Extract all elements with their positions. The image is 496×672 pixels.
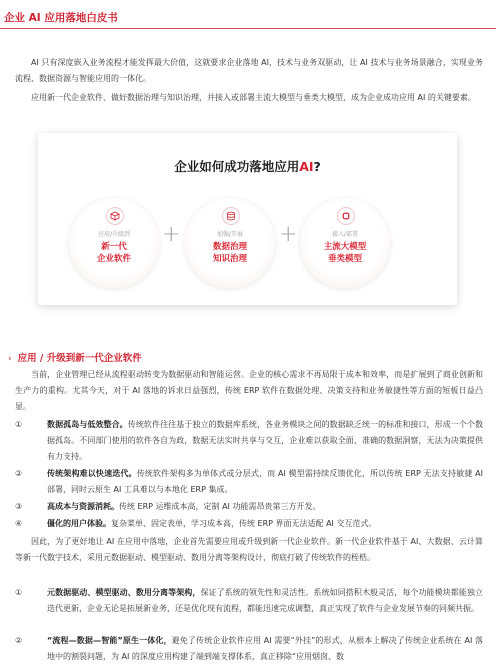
factor-circle-models xyxy=(300,198,390,288)
list-item: ② 传统架构难以快速迭代。传统软件架构多为单体式或分层式，而 AI 模型需持续反馈优化，所以传统 ERP 无法支持敏捷 AI 部署，同时云原生 AI 工具难以与本地化 ERP 集成。 xyxy=(15,469,484,494)
intro-paragraph-2: 应用新一代企业软件、做好数据治理与知识治理，并接入或部署主流大模型与垂类大模型，成为企业成功应用 AI 的关键要素。 xyxy=(31,93,476,102)
list-item: ① 数据孤岛与低效整合。传统软件往往基于独立的数据库系统，各业务模块之间的数据缺乏统一的标准和接口，形成一个个数据孤岛。不同部门使用的软件各自为政，数据无法实时共享与交互，企业难以获取全面、准确的数据洞察，无法为决策提供有力支持。 xyxy=(15,420,484,461)
header-divider xyxy=(0,28,496,29)
factor-main-label: 主流大模型 垂类模型 xyxy=(323,242,367,264)
factor-sub-label: 应用/升级到 xyxy=(97,231,131,238)
factor-main-label: 新一代 企业软件 xyxy=(96,242,131,264)
list-item: ② “流程—数据—智能”原生一体化，避免了传统企业软件应用 AI 需要“外挂”的形式，从根本上解决了传统企业系统在 AI 落地中的割裂问题，为 AI 的深度应用构建了端到端支撑体系，真正移除“应用烟囱、数 xyxy=(15,636,483,661)
cube-icon xyxy=(106,207,124,225)
factor-main-label: 数据治理 知识治理 xyxy=(212,242,247,264)
database-icon xyxy=(222,207,240,225)
section-closing: 因此，为了更好地让 AI 在应用中落地，企业首先需要应用或升级到新一代企业软件。新一代企业软件基于 AI、大数据、云计算等新一代数字技术，采用元数据驱动、模型驱动、数用分离等架构设计，彻底打破了传统软件的桎梏。 xyxy=(15,537,483,562)
factor-circle-governance xyxy=(185,198,275,288)
success-factors-figure xyxy=(38,133,457,305)
factor-sub-label: 加强/开展 xyxy=(216,231,244,238)
list-item: ③ 高成本与资源消耗。传统 ERP 运维成本高，定制 AI 功能需昂贵第三方开发。 xyxy=(15,502,321,511)
section-heading xyxy=(8,346,142,365)
intro-paragraph-1: AI 只有深度嵌入业务流程才能发挥最大价值，这就要求企业落地 AI，技术与业务双驱动，让 AI 技术与业务场景融合，实现业务流程、数据资源与智能应用的一体化。 xyxy=(15,58,483,83)
header-title: 企业 AI 应用落地白皮书 xyxy=(4,12,118,24)
section-title: 应用 / 升级到新一代企业软件 xyxy=(17,353,142,364)
chevron-right-icon: › xyxy=(8,354,12,364)
plus-sign: + xyxy=(279,222,298,247)
figure-title: 企业如何成功落地应用AI? xyxy=(174,159,321,174)
list-item: ① 元数据驱动、模型驱动、数用分离等架构，保证了系统的领先性和灵活性。系统如同搭积木般灵活，每个功能模块都能独立迭代更新，企业无论是拓展新业务，还是优化现有流程，都能迅速完成调整，真正实现了软件与企业发展节奏的同频共振。 xyxy=(15,588,483,613)
factor-sub-label: 接入/部署 xyxy=(331,231,359,238)
factor-circle-software xyxy=(69,198,159,288)
list-item: ④ 僵化的用户体验。复杂菜单、固定表单，学习成本高，传统 ERP 界面无法适配 AI 交互范式。 xyxy=(15,519,377,528)
section-intro: 当前，企业管理已经从流程驱动转变为数据驱动和智能运营。企业的核心需求不再局限于成本和效率，而是扩展到了商业创新和生产力的重构。尤其今天，对于 AI 落地的诉求日益强烈，传统 ERP 软件在数据处理、决策支持和业务敏捷性等方面的短板日益凸显。 xyxy=(15,370,483,411)
plus-sign: + xyxy=(162,222,181,247)
chip-icon xyxy=(337,207,355,225)
